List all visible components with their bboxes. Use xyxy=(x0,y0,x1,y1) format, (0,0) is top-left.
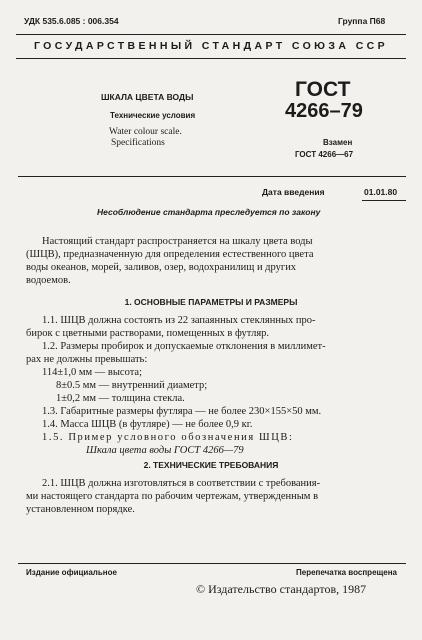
replaces-gost: ГОСТ 4266—67 xyxy=(295,150,354,159)
standard-name-en-1: Water colour scale. xyxy=(109,127,182,137)
footer-rule xyxy=(18,563,406,564)
section-1-heading: 1. ОСНОВНЫЕ ПАРАМЕТРЫ И РАЗМЕРЫ xyxy=(124,297,298,307)
title-rule xyxy=(18,176,406,177)
section-1-example: Шкала цвета воды ГОСТ 4266—79 xyxy=(86,445,244,456)
group-code: Группа П68 xyxy=(338,16,386,26)
intro-paragraph xyxy=(26,235,396,287)
section-1-line: бирок с цветными растворами, помещенных в футляр. xyxy=(26,328,270,339)
section-1-line: 8±0.5 мм — внутренний диаметр; xyxy=(56,380,208,391)
intro-line: (ШЦВ), предназначенную для определения естественного цвета xyxy=(26,249,314,260)
udk-code: УДК 535.6.085 : 006.354 xyxy=(24,16,119,26)
section-1-line: рах не должны превышать: xyxy=(26,354,148,365)
gost-label: ГОСТ xyxy=(295,78,351,101)
intro-line: воды океанов, морей, заливов, озер, водохранилищ и других xyxy=(26,262,297,273)
section-1-line: 114±1,0 мм — высота; xyxy=(42,367,142,378)
gost-number: 4266–79 xyxy=(285,100,363,122)
section-2-line: ми настоящего стандарта по рабочим чертежам, утвержденным в xyxy=(26,491,319,502)
state-standard-title: ГОСУДАРСТВЕННЫЙ СТАНДАРТ СОЮЗА ССР xyxy=(33,40,389,52)
section-1-line: 1.5. Пример условного обозначения ШЦВ: xyxy=(42,432,294,443)
section-1-line: 1±0,2 мм — толщина стекла. xyxy=(56,393,185,404)
section-1-line: 1.2. Размеры пробирок и допускаемые отклонения в миллимет- xyxy=(42,341,326,352)
intro-line: Настоящий стандарт распространяется на шкалу цвета воды xyxy=(42,236,313,247)
section-2-line: установленном порядке. xyxy=(26,504,135,515)
legal-warning: Несоблюдение стандарта преследуется по закону xyxy=(97,207,321,217)
technical-conditions: Технические условия xyxy=(110,111,196,120)
copyright-notice: © Издательство стандартов, 1987 xyxy=(196,582,367,596)
intro-line: водоемов. xyxy=(26,275,71,286)
standard-rule xyxy=(16,58,406,59)
replaces-label: Взамен xyxy=(323,138,353,147)
section-2-body xyxy=(26,477,398,516)
section-1-body xyxy=(26,314,398,457)
top-rule xyxy=(16,34,406,35)
section-1-line: 1.1. ШЦВ должна состоять из 22 запаянных стеклянных про- xyxy=(42,315,316,326)
official-edition: Издание официальное xyxy=(26,568,117,577)
section-1-line: 1.4. Масса ШЦВ (в футляре) — не более 0,9 кг. xyxy=(42,419,253,430)
reprint-notice: Перепечатка воспрещена xyxy=(296,568,397,577)
date-value: 01.01.80 xyxy=(364,187,398,197)
date-label: Дата введения xyxy=(262,187,325,197)
standard-name-en-2: Specifications xyxy=(111,138,165,148)
section-2-heading: 2. ТЕХНИЧЕСКИЕ ТРЕБОВАНИЯ xyxy=(143,460,279,470)
section-1-line: 1.3. Габаритные размеры футляра — не более 230×155×50 мм. xyxy=(42,406,322,417)
date-underline xyxy=(362,200,406,201)
standard-name-ru: ШКАЛА ЦВЕТА ВОДЫ xyxy=(101,92,194,102)
section-2-line: 2.1. ШЦВ должна изготовляться в соответствии с требования- xyxy=(42,478,321,489)
